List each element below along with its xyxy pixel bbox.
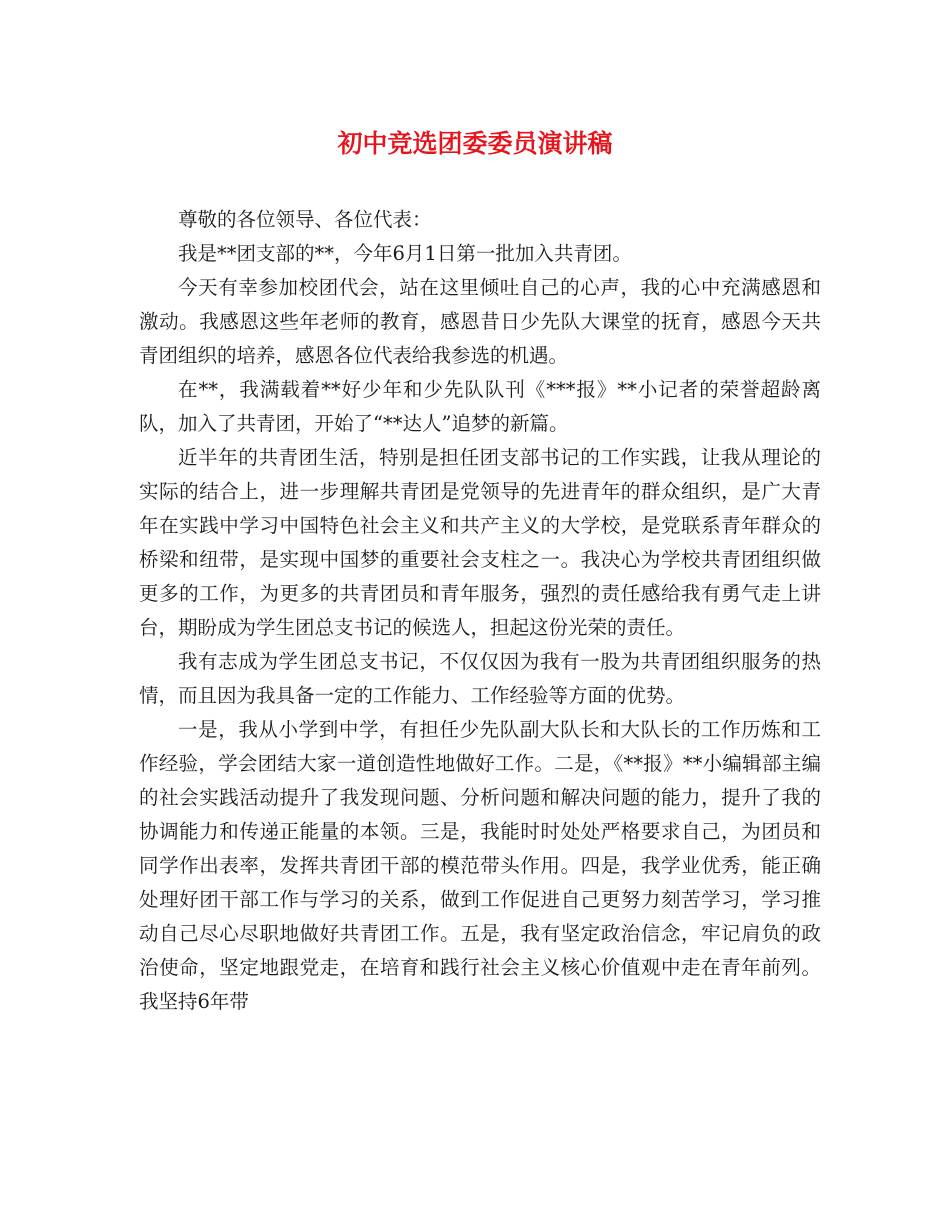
paragraph-understanding: 近半年的共青团生活，特别是担任团支部书记的工作实践，让我从理论的实际的结合上，进一步理解共青团是党领导的先进青年的群众组织，是广大青年在实践中学习中国特色社会主义和共产主义的大学校，是党联系青年群众的桥梁和纽带，是实现中国梦的重要社会支柱之一。我决心为学校共青团组织做更多的工作，为更多的共青团员和青年服务，强烈的责任感给我有勇气走上讲台，期盼成为学生团总支书记的候选人，担起这份光荣的责任。 (139, 446, 821, 639)
paragraph-advantages: 一是，我从小学到中学，有担任少先队副大队长和大队长的工作历炼和工作经验，学会团结大家一道创造性地做好工作。二是，《**报》**小编辑部主编的社会实践活动提升了我发现问题、分析问题和解决问题的能力，提升了我的协调能力和传递正能量的本领。三是，我能时时处处严格要求自己，为团员和同学作出表率，发挥共青团干部的模范带头作用。四是，我学业优秀，能正确处理好团干部工作与学习的关系，做到工作促进自己更努力刻苦学习，学习推动自己尽心尽职地做好共青团工作。五是，我有坚定政治信念，牢记肩负的政治使命，坚定地跟党走，在培育和践行社会主义核心价值观中走在青年前列。我坚持6年带 (139, 718, 821, 1013)
paragraph-salutation: 尊敬的各位领导、各位代表： (178, 208, 432, 231)
paragraph-gratitude: 今天有幸参加校团代会，站在这里倾吐自己的心声，我的心中充满感恩和激动。我感恩这些年老师的教育，感恩昔日少先队大课堂的抚育，感恩今天共青团组织的培养，感恩各位代表给我参选的机遇。 (139, 276, 821, 367)
paragraph-background: 在**，我满载着**好少年和少先队队刊《***报》**小记者的荣誉超龄离队，加入了共青团，开始了“**达人”追梦的新篇。 (139, 378, 821, 435)
document-title: 初中竞选团委委员演讲稿 (337, 129, 613, 158)
paragraph-motivation: 我有志成为学生团总支书记，不仅仅因为我有一股为共青团组织服务的热情，而且因为我具备一定的工作能力、工作经验等方面的优势。 (139, 650, 821, 707)
paragraph-introduction: 我是**团支部的**，今年6月1日第一批加入共青团。 (178, 242, 632, 265)
document-body (139, 203, 821, 1019)
